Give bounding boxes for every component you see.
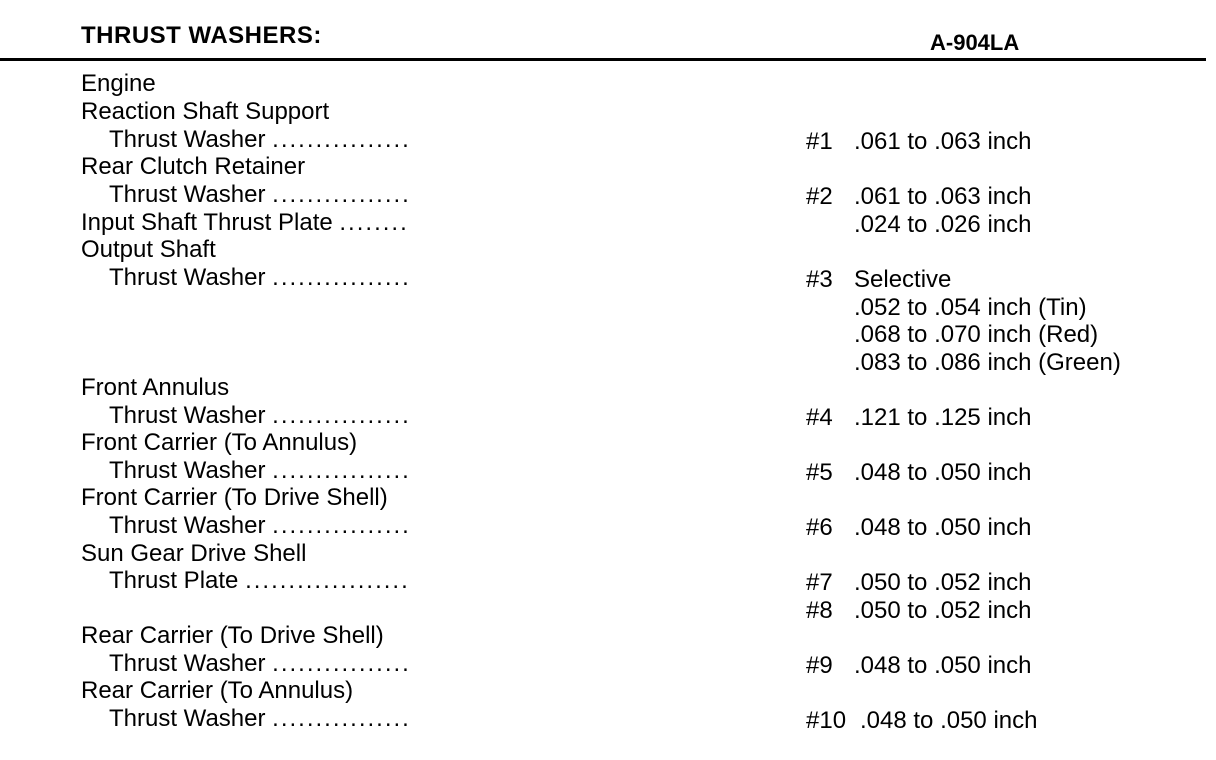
header-title: THRUST WASHERS:	[81, 22, 322, 49]
spec-3: #3 Selective	[806, 266, 952, 293]
spec-3-tin: .052 to .054 inch (Tin)	[854, 294, 1087, 321]
spec-5: #5 .048 to .050 inch	[806, 459, 1032, 486]
label-rear-carrier-to-drive-shell: Rear Carrier (To Drive Shell)	[81, 622, 384, 649]
label-engine: Engine	[81, 70, 156, 97]
label-input-shaft-thrust-plate: Input Shaft Thrust Plate ........	[81, 209, 409, 236]
label-thrust-washer-3: Thrust Washer ................	[109, 264, 411, 291]
spec-10: #10 .048 to .050 inch	[806, 707, 1038, 734]
label-front-annulus: Front Annulus	[81, 374, 230, 401]
label-output-shaft: Output Shaft	[81, 236, 216, 263]
label-thrust-washer-1: Thrust Washer ................	[109, 126, 411, 153]
label-thrust-washer-5: Thrust Washer ................	[109, 457, 411, 484]
label-reaction-shaft-support: Reaction Shaft Support	[81, 98, 330, 125]
spec-4: #4 .121 to .125 inch	[806, 404, 1032, 431]
label-front-carrier-to-drive-shell: Front Carrier (To Drive Shell)	[81, 484, 388, 511]
spec-1: #1 .061 to .063 inch	[806, 128, 1032, 155]
label-thrust-washer-2: Thrust Washer ................	[109, 181, 411, 208]
label-thrust-washer-9: Thrust Washer ................	[109, 650, 411, 677]
header-rule	[0, 58, 1206, 61]
spec-3-red: .068 to .070 inch (Red)	[854, 321, 1099, 348]
label-sun-gear-drive-shell: Sun Gear Drive Shell	[81, 540, 307, 567]
label-thrust-washer-6: Thrust Washer ................	[109, 512, 411, 539]
label-thrust-washer-4: Thrust Washer ................	[109, 402, 411, 429]
header-code: A-904LA	[930, 30, 1020, 55]
label-front-carrier-to-annulus: Front Carrier (To Annulus)	[81, 429, 358, 456]
spec-7: #7 .050 to .052 inch	[806, 569, 1032, 596]
spec-6: #6 .048 to .050 inch	[806, 514, 1032, 541]
spec-3-green: .083 to .086 inch (Green)	[854, 349, 1121, 376]
spec-2b: .024 to .026 inch	[854, 211, 1032, 238]
spec-9: #9 .048 to .050 inch	[806, 652, 1032, 679]
spec-2: #2 .061 to .063 inch	[806, 183, 1032, 210]
label-thrust-plate-7: Thrust Plate ...................	[109, 567, 410, 594]
label-rear-carrier-to-annulus: Rear Carrier (To Annulus)	[81, 677, 354, 704]
label-thrust-washer-10: Thrust Washer ................	[109, 705, 411, 732]
spec-8: #8 .050 to .052 inch	[806, 597, 1032, 624]
label-rear-clutch-retainer: Rear Clutch Retainer	[81, 153, 306, 180]
